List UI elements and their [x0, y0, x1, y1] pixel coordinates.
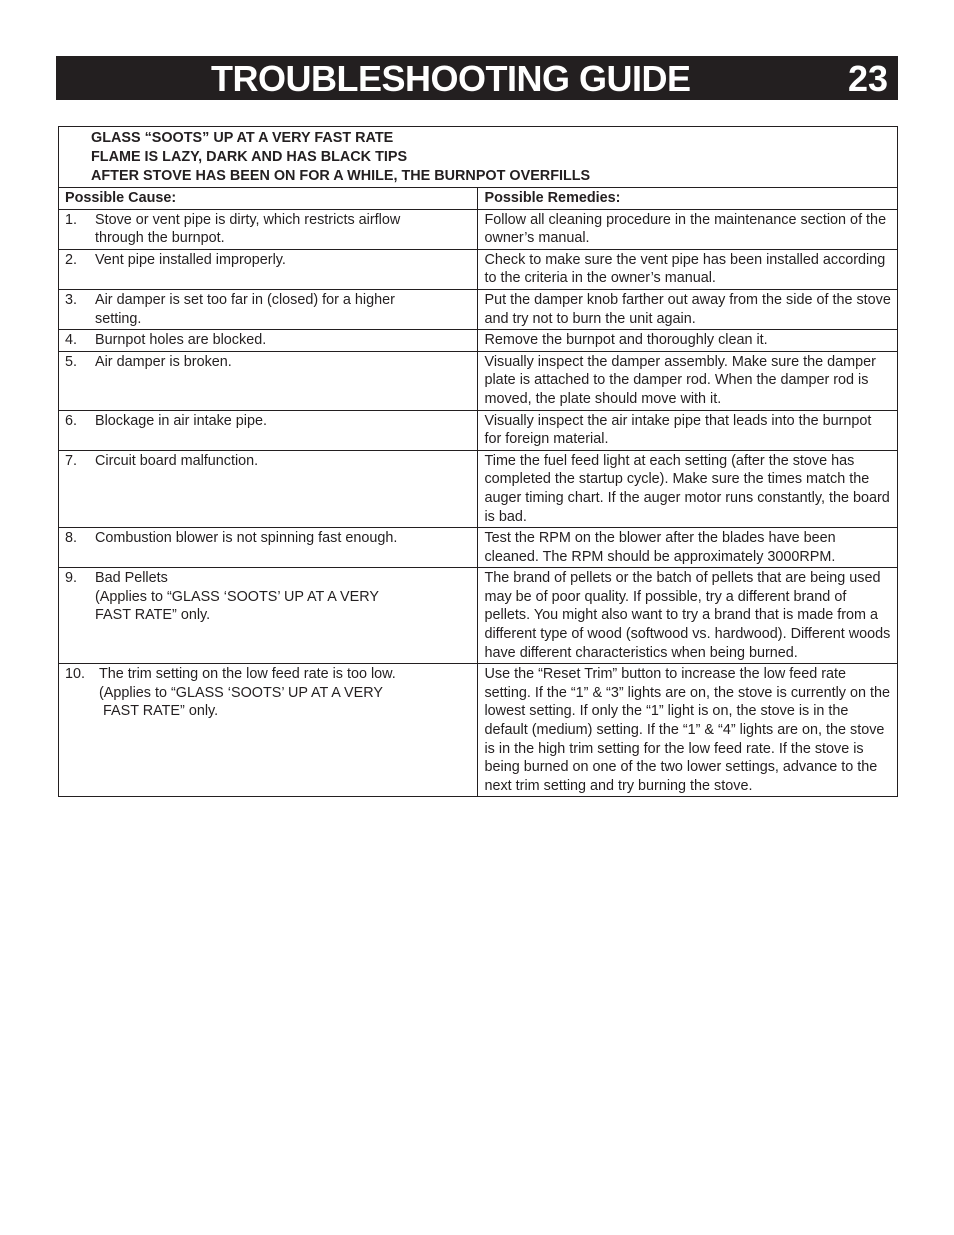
cause-line: through the burnpot. [95, 230, 225, 247]
remedy-cell: Use the “Reset Trim” button to increase the low feed rate setting. If the “1” & “3” lights are on, the stove is currently on the lowest setting. If only the “1” light is on, the stove is in the default (medium) setting. If the “1” & “4” lights are on, the stove is in the high trim setting for the low feed rate. If the stove is being burned on one of the two lower settings, advance to the next trim setting and try burning the stove. [478, 664, 898, 797]
cause-line: FAST RATE” only. [99, 703, 219, 720]
symptom: FLAME IS LAZY, DARK AND HAS BLACK TIPS [91, 149, 408, 165]
table-row [59, 289, 898, 329]
column-header-row [59, 188, 898, 210]
table-row [59, 450, 898, 527]
cause-column-header: Possible Cause: [59, 188, 478, 210]
row-number: 4. [65, 332, 78, 349]
remedy-cell: The brand of pellets or the batch of pellets that are being used may be of poor quality. If possible, try a different brand of pellets. You might also want to try a brand that is made from a different type of wood (softwood vs. hardwood). Different woods have different characteristics when being burned. [478, 568, 898, 664]
row-number: 10. [65, 666, 86, 683]
remedy-column-header: Possible Remedies: [478, 188, 898, 210]
symptom: AFTER STOVE HAS BEEN ON FOR A WHILE, THE BURNPOT OVERFILLS [91, 168, 591, 184]
remedy-cell: Time the fuel feed light at each setting (after the stove has completed the startup cycle). Make sure the times match the auger timing chart. If the auger motor runs constantly, the board is bad. [478, 450, 898, 527]
row-number: 1. [65, 211, 78, 228]
row-number: 2. [65, 251, 78, 268]
cause-cell [59, 289, 478, 329]
troubleshooting-table [58, 126, 898, 797]
cause-cell [59, 528, 478, 568]
page-title: TROUBLESHOOTING GUIDE [211, 58, 691, 99]
cause-text [95, 291, 471, 328]
remedy-cell: Remove the burnpot and thoroughly clean it. [478, 330, 898, 352]
table-row [59, 351, 898, 410]
remedy-cell: Test the RPM on the blower after the blades have been cleaned. The RPM should be approximately 3000RPM. [478, 528, 898, 568]
cause-line: Combustion blower is not spinning fast enough. [95, 530, 398, 547]
cause-line: Stove or vent pipe is dirty, which restricts airflow [95, 211, 401, 228]
remedy-cell: Visually inspect the damper assembly. Make sure the damper plate is attached to the damper rod. When the damper rod is moved, the plate should move with it. [478, 351, 898, 410]
cause-cell [59, 450, 478, 527]
cause-cell [59, 249, 478, 289]
cause-text [95, 211, 471, 248]
table-row [59, 528, 898, 568]
cause-line: Air damper is broken. [95, 353, 232, 370]
cause-text [95, 529, 471, 548]
table-row [59, 330, 898, 352]
cause-cell [59, 664, 478, 797]
cause-cell [59, 410, 478, 450]
table-row [59, 664, 898, 797]
cause-cell [59, 209, 478, 249]
row-number: 9. [65, 570, 78, 587]
row-number: 7. [65, 452, 78, 469]
cause-line: Circuit board malfunction. [95, 452, 259, 469]
row-number: 5. [65, 353, 78, 370]
cause-cell [59, 568, 478, 664]
remedy-cell: Check to make sure the vent pipe has been installed according to the criteria in the owner’s manual. [478, 249, 898, 289]
table-row [59, 249, 898, 289]
row-number: 8. [65, 530, 78, 547]
cause-text [95, 412, 471, 431]
page-number: 23 [847, 58, 888, 99]
remedy-cell: Put the damper knob farther out away from the side of the stove and try not to burn the unit again. [478, 289, 898, 329]
cause-text [99, 665, 471, 721]
table-row [59, 209, 898, 249]
cause-line: (Applies to “GLASS ‘SOOTS’ UP AT A VERY [99, 684, 383, 701]
cause-text [95, 452, 471, 471]
cause-line: FAST RATE” only. [95, 607, 211, 624]
cause-cell [59, 330, 478, 352]
cause-text [95, 251, 471, 270]
table-row [59, 410, 898, 450]
cause-line: Vent pipe installed improperly. [95, 251, 286, 268]
cause-line: The trim setting on the low feed rate is too low. [99, 666, 396, 683]
cause-line: Blockage in air intake pipe. [95, 412, 267, 429]
remedy-cell: Visually inspect the air intake pipe that leads into the burnpot for foreign material. [478, 410, 898, 450]
row-number: 3. [65, 291, 78, 308]
cause-line: Bad Pellets [95, 570, 168, 587]
cause-text [95, 569, 471, 625]
symptom: GLASS “SOOTS” UP AT A VERY FAST RATE [91, 130, 394, 146]
cause-line: Burnpot holes are blocked. [95, 332, 267, 349]
symptoms-row [59, 127, 898, 188]
cause-text [95, 331, 471, 350]
page-header [56, 56, 898, 100]
table-row [59, 568, 898, 664]
symptoms-cell [59, 127, 898, 188]
row-number: 6. [65, 412, 78, 429]
cause-cell [59, 351, 478, 410]
cause-text [95, 353, 471, 372]
cause-line: Air damper is set too far in (closed) for a higher [95, 291, 395, 308]
remedy-cell: Follow all cleaning procedure in the maintenance section of the owner’s manual. [478, 209, 898, 249]
cause-line: setting. [95, 310, 142, 327]
cause-line: (Applies to “GLASS ‘SOOTS’ UP AT A VERY [95, 588, 379, 605]
